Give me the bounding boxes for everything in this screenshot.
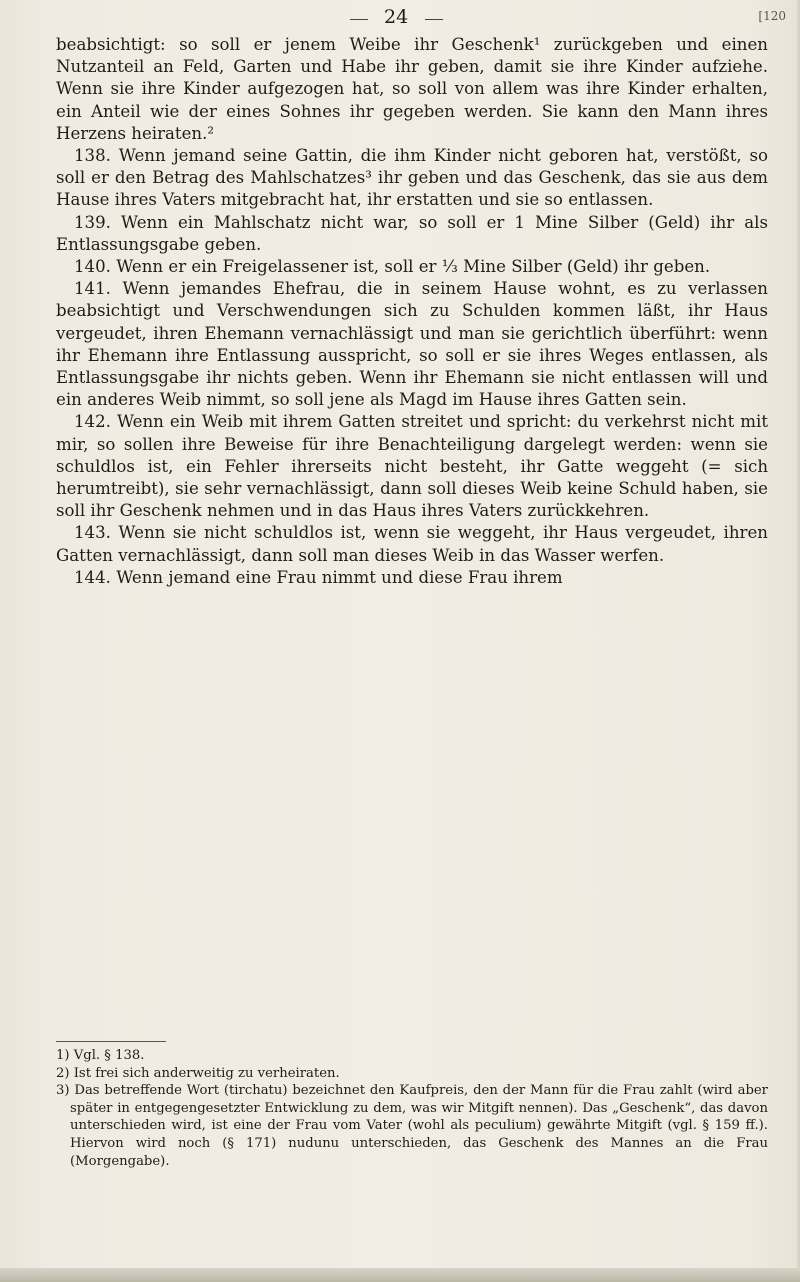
header-dash-right [425, 19, 443, 20]
paragraph-143: 143. Wenn sie nicht schuldlos ist, wenn sie weggeht, ihr Haus vergeudet, ihren Gatten vernachlässigt, dann soll man dieses Weib in das Wasser werfen. [56, 523, 768, 565]
footnote-divider [56, 1041, 166, 1042]
header-dash-left [350, 19, 368, 20]
page-bottom-edge [0, 1268, 800, 1282]
footnote-1: 1) Vgl. § 138. [56, 1048, 145, 1063]
paragraph-138: 138. Wenn jemand seine Gattin, die ihm Kinder nicht geboren hat, verstößt, so soll er den Betrag des Mahlschatzes³ ihr geben und das Geschenk, das sie aus dem Hause ihres Vaters mitgebracht hat, ihr erstatten und sie so entlassen. [56, 146, 768, 210]
main-text [56, 34, 768, 589]
footnote-2: 2) Ist frei sich anderweitig zu verheiraten. [56, 1065, 340, 1081]
paragraph-142: 142. Wenn ein Weib mit ihrem Gatten streitet und spricht: du verkehrst nicht mit mir, so sollen ihre Beweise für ihre Benachteiligung dargelegt werden: wenn sie schuldlos ist, ein Fehler ihrerseits nicht besteht, ihr Gatte weggeht (= sich herumtreibt), sie sehr vernachlässigt, dann soll dieses Weib keine Schuld haben, sie soll ihr Geschenk nehmen und in das Haus ihres Vaters zurückkehren. [56, 412, 768, 521]
page-header [0, 6, 800, 32]
page-edge-shadow [794, 0, 800, 1282]
footnotes [56, 1047, 768, 1170]
paragraph-continuation: beabsichtigt: so soll er jenem Weibe ihr Geschenk¹ zurückgeben und einen Nutzanteil an Feld, Garten und Habe ihr geben, damit sie ihre Kinder aufziehe. Wenn sie ihre Kinder aufgezogen hat, so soll von allem was ihre Kinder erhalten, ein Anteil wie der eines Sohnes ihr gegeben werden. Sie kann den Mann ihres Herzens heiraten.² [56, 35, 768, 143]
paragraph-140: 140. Wenn er ein Freigelassener ist, soll er ⅓ Mine Silber (Geld) ihr geben. [74, 257, 711, 277]
paragraph-141: 141. Wenn jemandes Ehefrau, die in seinem Hause wohnt, es zu verlassen beabsichtigt und Verschwendungen sich zu Schulden kommen läßt, ihr Haus vergeudet, ihren Ehemann vernachlässigt und man sie gerichtlich überführt: wenn ihr Ehemann ihre Entlassung ausspricht, so soll er sie ihres Weges entlassen, als Entlassungsgabe ihr nichts geben. Wenn ihr Ehemann sie nicht entlassen will und ein anderes Weib nimmt, so soll jene als Magd im Hause ihres Gatten sein. [56, 279, 768, 410]
paragraph-144: 144. Wenn jemand eine Frau nimmt und diese Frau ihrem [74, 567, 563, 587]
page-number: 24 [384, 6, 409, 28]
paragraph-139: 139. Wenn ein Mahlschatz nicht war, so soll er 1 Mine Silber (Geld) ihr als Entlassungsgabe geben. [56, 212, 768, 254]
original-page-marker: [120 [758, 9, 786, 23]
footnote-3: 3) Das betreffende Wort (tirchatu) bezeichnet den Kaufpreis, den der Mann für die Frau zahlt (wird aber später in entgegengesetzter Entwicklung zu dem, was wir Mitgift nennen). Das „Geschenk“, das davon unterschieden wird, ist eine der Frau vom Vater (wohl als peculium) gewährte Mitgift (vgl. § 159 ff.). Hiervon wird noch (§ 171) nudunu unterschieden, das Geschenk des Mannes an die Frau (Morgengabe). [56, 1083, 768, 1169]
